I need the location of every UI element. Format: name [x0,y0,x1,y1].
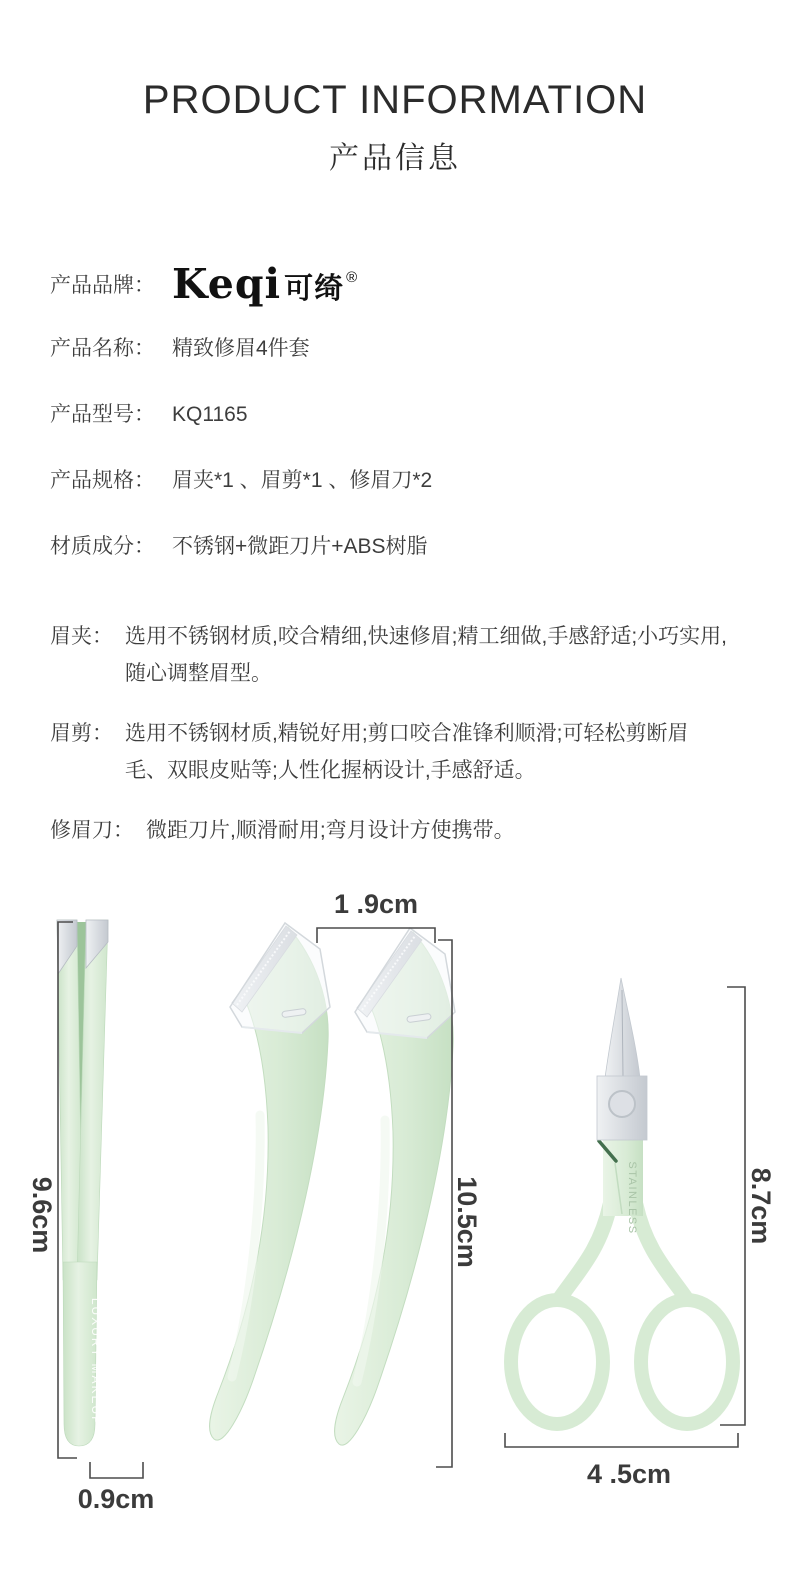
detail-row-razor [50,812,730,849]
spec-value: 眉夹*1 、眉剪*1 、修眉刀*2 [172,469,433,492]
detail-row-tweezers [50,618,730,692]
detail-text: 选用不锈钢材质,咬合精细,快速修眉;精工细做,手感舒适;小巧实用,随心调整眉型。 [125,625,728,685]
tweezers-width-dimension-line [90,1462,143,1478]
brand-logo [172,259,358,309]
spec-label: 材质成分： [50,535,155,558]
razor-width-label: 1 .9cm [333,889,419,919]
detail-label: 修眉刀： [50,819,134,842]
product-detail-list [50,618,730,849]
product-spec-list [50,259,730,872]
spec-label: 产品型号： [50,403,155,426]
spec-value: KQ1165 [172,403,248,426]
tweezers-height-label: 9.6cm [27,1176,57,1254]
scissors-engraving: STAINLESS [626,1161,638,1235]
page-header [0,0,790,176]
detail-label: 眉夹： [50,625,113,648]
spec-value: 精致修眉4件套 [172,337,310,360]
page-title-english: PRODUCT INFORMATION [142,78,648,122]
tweezers-engraving: LUXURY MAKEUP [89,1297,103,1427]
spec-row-material [50,532,730,562]
tweezers-width-label: 0.9cm [77,1484,155,1514]
tweezers-illustration [57,920,108,1446]
detail-label: 眉剪： [50,722,113,745]
razor-height-label: 10.5cm [452,1176,482,1268]
eyebrow-razor-illustration-2 [335,928,455,1445]
scissors-height-label: 8.7cm [746,1167,776,1245]
detail-text: 微距刀片,顺滑耐用;弯月设计方使携带。 [146,819,515,842]
brand-logo-chinese: 可绮 [284,272,345,305]
detail-text: 选用不锈钢材质,精锐好用;剪口咬合准锋利顺滑;可轻松剪断眉毛、双眼皮贴等;人性化握柄设计,手感舒适。 [125,722,689,782]
page-title-chinese: 产品信息 [329,142,461,175]
eyebrow-razor-illustration-1 [210,923,330,1440]
scissors-illustration [504,978,740,1431]
registered-trademark-icon: ® [346,268,358,286]
product-dimension-diagram [0,860,790,1585]
brand-label: 产品品牌： [50,274,155,297]
detail-row-scissors [50,715,730,789]
scissors-width-dimension-line [505,1433,738,1447]
spec-row-model [50,400,730,430]
brand-logo-latin: Keqi [172,259,282,308]
spec-label: 产品规格： [50,469,155,492]
scissors-width-label: 4 .5cm [586,1459,672,1489]
spec-row-product-name [50,334,730,364]
spec-label: 产品名称： [50,337,155,360]
spec-row-contents [50,466,730,496]
spec-row-brand [50,259,730,310]
spec-value: 不锈钢+微距刀片+ABS树脂 [172,535,428,558]
